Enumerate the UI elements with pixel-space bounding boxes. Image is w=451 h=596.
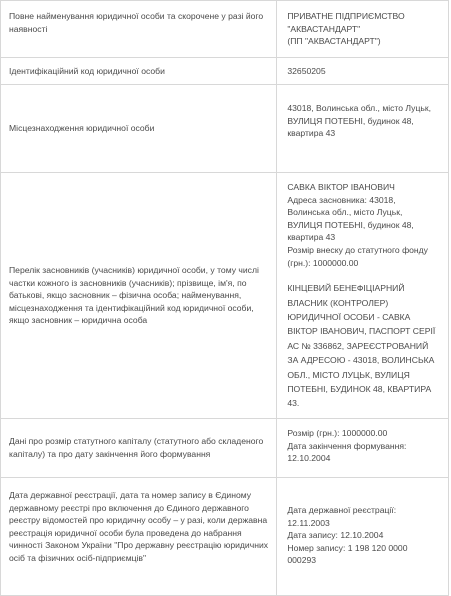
table-row (1, 173, 449, 419)
location-label: Місцезнаходження юридичної особи (1, 85, 277, 172)
table-row (1, 58, 449, 85)
founders-cell (277, 173, 449, 418)
founder-details: САВКА ВІКТОР ІВАНОВИЧ Адреса засновника: 43018, Волинська обл., місто Луцьк, ВУЛИЦЯ ПОТЕБНІ, будинок 48, квартира 43 Розмір внеску до статутного фонду (грн.): 1000000.00 (287, 182, 428, 268)
table-row (1, 85, 449, 173)
location-value: 43018, Волинська обл., місто Луцьк, ВУЛИЦЯ ПОТЕБНІ, будинок 48, квартира 43 (277, 85, 449, 172)
table-row (1, 419, 449, 478)
registration-date-value: Дата державної реєстрації: 12.11.2003 Дата запису: 12.10.2004 Номер запису: 1 198 120 0000 000293 (277, 478, 449, 595)
full-name-label: Повне найменування юридичної особи та скорочене у разі його наявності (1, 1, 277, 57)
identification-code-value: 32650205 (277, 58, 449, 84)
table-row (1, 1, 449, 58)
beneficial-owner: КІНЦЕВИЙ БЕНЕФІЦІАРНИЙ ВЛАСНИК (КОНТРОЛЕР) ЮРИДИЧНОЇ ОСОБИ - САВКА ВІКТОР ІВАНОВИЧ, ПАСПОРТ СЕРІЇ АС № 336862, ЗАРЕЄСТРОВАНИЙ ЗА АДРЕСОЮ - 43018, ВОЛИНСЬКА ОБЛ., МІСТО ЛУЦЬК, ВУЛИЦЯ ПОТЕБНІ, БУДИНОК 48, КВАРТИРА 43. (287, 283, 436, 409)
founders-label: Перелік засновників (учасників) юридичної особи, у тому числі частки кожного із засновників (учасників); прізвище, ім'я, по батькові, якщо засновник – фізична особа; найменування, місцезнаходження та ідентифікаційний код юридичної особи, якщо засновник – юридична особа (1, 173, 277, 418)
registration-date-label: Дата державної реєстрації, дата та номер запису в Єдиному державному реєстрі про включення до Єдиного державного реєстру відомостей про юридичну особу – у разі, коли державна реєстрація юридичної особи була проведена до набрання чинності Законом України "Про державну реєстрацію юридичних осіб та фізичних осіб-підприємців" (1, 478, 277, 595)
full-name-value: ПРИВАТНЕ ПІДПРИЄМСТВО "АКВАСТАНДАРТ" (ПП "АКВАСТАНДАРТ") (277, 1, 449, 57)
capital-label: Дані про розмір статутного капіталу (статутного або складеного капіталу) та про дату закінчення його формування (1, 419, 277, 477)
table-row (1, 478, 449, 596)
identification-code-label: Ідентифікаційний код юридичної особи (1, 58, 277, 84)
capital-value: Розмір (грн.): 1000000.00 Дата закінчення формування: 12.10.2004 (277, 419, 449, 477)
